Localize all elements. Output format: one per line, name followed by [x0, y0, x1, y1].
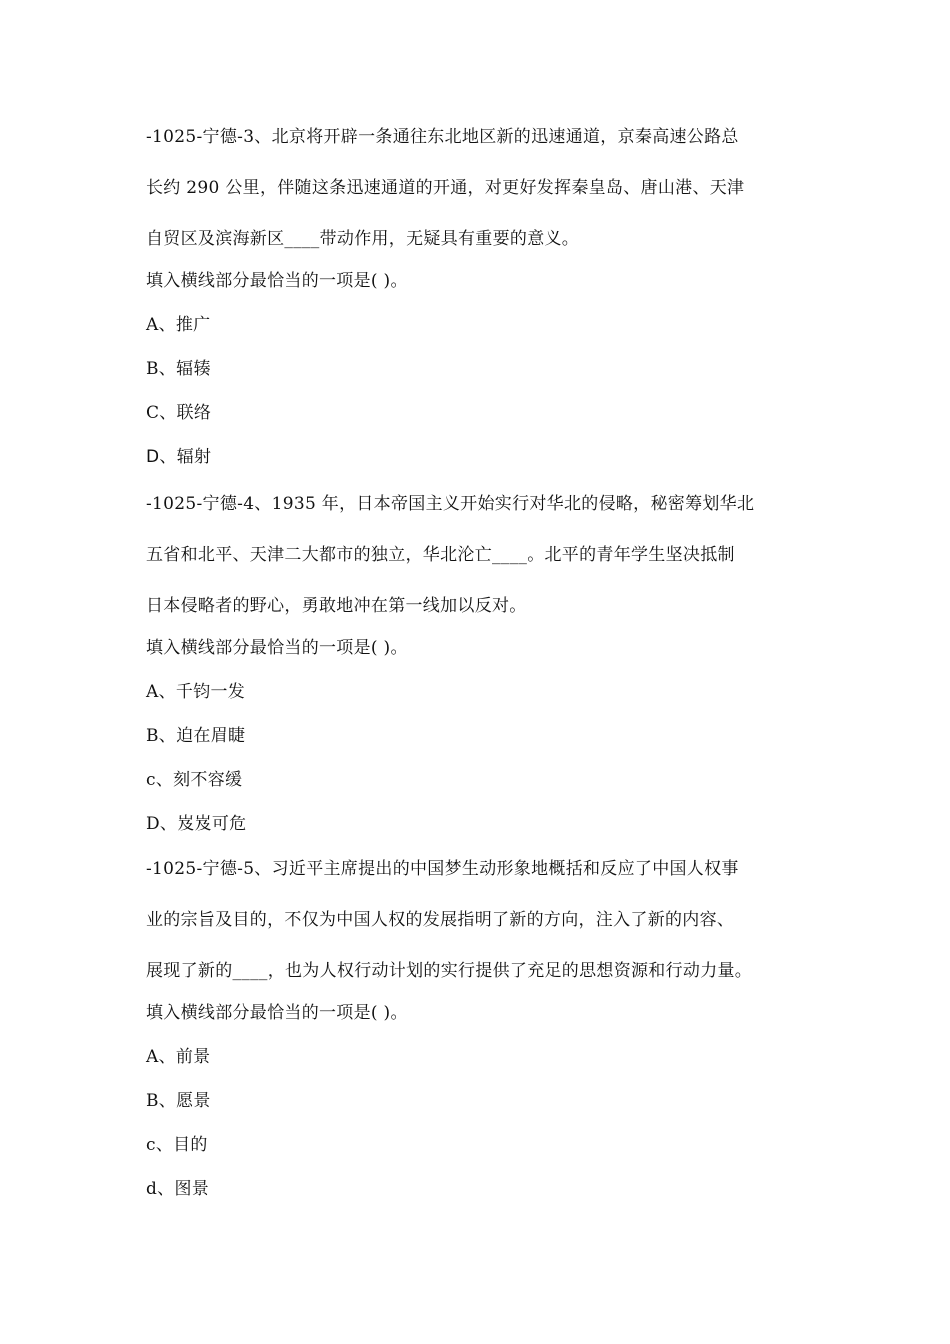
- question-3-stem-line-1: -1025-宁德-5、习近平主席提出的中国梦生动形象地概括和反应了中国人权事: [146, 859, 739, 879]
- question-3-option-a: A、前景: [146, 1047, 211, 1067]
- question-3-option-c: c、目的: [146, 1135, 208, 1155]
- question-1-stem-line-2: 长约 290 公里，伴随这条迅速通道的开通，对更好发挥秦皇岛、唐山港、天津: [146, 178, 745, 198]
- question-1-prompt: 填入横线部分最恰当的一项是( )。: [146, 271, 408, 291]
- question-3-stem-line-2: 业的宗旨及目的，不仅为中国人权的发展指明了新的方向，注入了新的内容、: [146, 910, 735, 930]
- question-1-option-c: C、联络: [146, 403, 212, 423]
- question-2-option-d: D、岌岌可危: [146, 814, 247, 834]
- question-2-option-a: A、千钧一发: [146, 682, 246, 702]
- question-2-stem-line-2: 五省和北平、天津二大都市的独立，华北沦亡____。北平的青年学生坚决抵制: [146, 545, 735, 565]
- question-1-option-d: D、辐射: [146, 447, 212, 467]
- question-2-stem-line-1: -1025-宁德-4、1935 年，日本帝国主义开始实行对华北的侵略，秘密筹划华北: [146, 494, 755, 514]
- question-3-option-b: B、愿景: [146, 1091, 211, 1111]
- question-2-prompt: 填入横线部分最恰当的一项是( )。: [146, 638, 408, 658]
- question-3-option-d: d、图景: [146, 1179, 210, 1199]
- question-3-prompt: 填入横线部分最恰当的一项是( )。: [146, 1003, 408, 1023]
- question-3-stem-line-3: 展现了新的____，也为人权行动计划的实行提供了充足的思想资源和行动力量。: [146, 961, 753, 981]
- question-1-option-b: B、辐辏: [146, 359, 211, 379]
- question-2-option-c: c、刻不容缓: [146, 770, 243, 790]
- question-2-option-b: B、迫在眉睫: [146, 726, 246, 746]
- question-1-option-a: A、推广: [146, 315, 211, 335]
- question-1-stem-line-3: 自贸区及滨海新区____带动作用，无疑具有重要的意义。: [146, 229, 580, 249]
- question-2-stem-line-3: 日本侵略者的野心，勇敢地冲在第一线加以反对。: [146, 596, 527, 616]
- question-1-stem-line-1: -1025-宁德-3、北京将开辟一条通往东北地区新的迅速通道，京秦高速公路总: [146, 127, 739, 147]
